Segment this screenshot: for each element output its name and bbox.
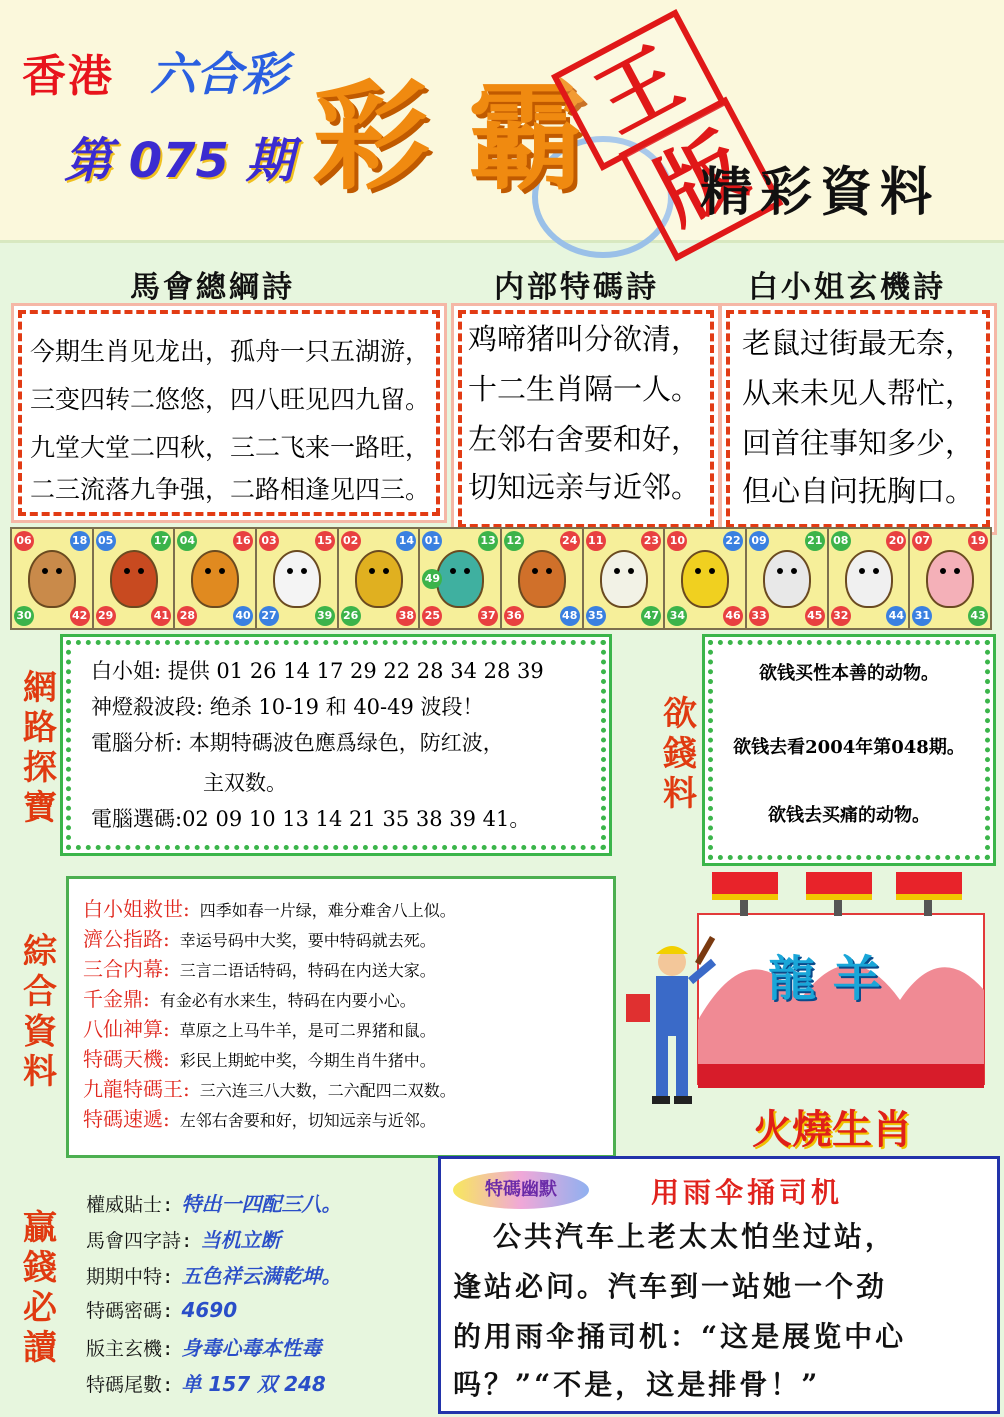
- eye-icon: [219, 568, 225, 574]
- side-char: 欲: [663, 694, 697, 734]
- zodiac-cell: [829, 529, 909, 628]
- summary-row: [83, 983, 416, 1012]
- money-line: 欲钱去看2004年第048期。: [733, 737, 965, 758]
- win-value: 当机立断: [200, 1228, 281, 1252]
- zodiac-cell: [175, 529, 255, 628]
- win-value: 4690: [181, 1298, 238, 1322]
- win-label: 特碼尾數:: [86, 1374, 174, 1396]
- poem-left-box: [18, 310, 440, 516]
- win-label: 版主玄機:: [86, 1338, 174, 1360]
- poem-left-line: 今期生肖见龙出，孤舟一只五湖游，: [30, 337, 431, 366]
- summary-label: 八仙神算:: [83, 1017, 170, 1041]
- zodiac-number-ball: 27: [259, 606, 279, 626]
- zodiac-number-ball: 14: [396, 531, 416, 551]
- side-char: 綜: [23, 932, 57, 972]
- summary-label: 三合内幕:: [83, 957, 170, 981]
- zodiac-number-ball: 16: [233, 531, 253, 551]
- title-char-1: 彩: [312, 67, 437, 206]
- zodiac-cell: [420, 529, 500, 628]
- zodiac-number-ball: 22: [723, 531, 743, 551]
- zodiac-number-ball: 03: [259, 531, 279, 551]
- eye-icon: [695, 568, 701, 574]
- net-line: 電腦選碼:02 09 10 13 14 21 35 38 39 41。: [91, 807, 531, 831]
- net-line: 電腦分析: 本期特碼波色應爲绿色，防红波，: [91, 731, 504, 755]
- summary-label: 千金鼎:: [83, 987, 150, 1011]
- zodiac-number-ball: 45: [805, 606, 825, 626]
- summary-text: 四季如春一片绿，难分难舍八上似。: [199, 901, 456, 920]
- zodiac-cell: [12, 529, 92, 628]
- zodiac-animal-icon: [191, 550, 239, 608]
- eye-icon: [777, 568, 783, 574]
- summary-text: 有金必有水来生，特码在内要小心。: [159, 991, 416, 1010]
- poem-right-box: [726, 310, 990, 528]
- stamp-bottom: 版: [619, 97, 784, 262]
- eye-icon: [628, 568, 634, 574]
- eye-icon: [42, 568, 48, 574]
- zodiac-strip: [10, 527, 992, 630]
- summary-text: 幸运号码中大奖，要中特码就去死。: [179, 931, 436, 950]
- eye-icon: [532, 568, 538, 574]
- win-row: [86, 1260, 341, 1289]
- joke-box: [438, 1156, 1000, 1414]
- joke-line: 的用雨伞捅司机：“这是展览中心: [453, 1320, 907, 1353]
- zodiac-animal-icon: [845, 550, 893, 608]
- summary-side-label: [20, 932, 60, 1092]
- title-char-2: 霸: [468, 67, 593, 206]
- zodiac-animal-icon: [600, 550, 648, 608]
- zodiac-number-ball: 32: [831, 606, 851, 626]
- zodiac-cell: [502, 529, 582, 628]
- eye-icon: [124, 568, 130, 574]
- brand-hk: 香港: [22, 51, 114, 102]
- win-value: 单 157 双 248: [181, 1372, 326, 1396]
- zodiac-number-ball: 41: [151, 606, 171, 626]
- summary-text: 三言二语话特码，特码在内送大家。: [179, 961, 436, 980]
- zodiac-number-ball: 23: [641, 531, 661, 551]
- side-char: 探: [23, 748, 57, 788]
- zodiac-animal-icon: [763, 550, 811, 608]
- zodiac-number-ball: 30: [14, 606, 34, 626]
- joke-line: 逢站必问。汽车到一站她一个劲: [453, 1270, 888, 1303]
- zodiac-number-ball: 01: [422, 531, 442, 551]
- zodiac-number-ball: 36: [504, 606, 524, 626]
- zodiac-number-ball: 10: [667, 531, 687, 551]
- zodiac-animal-icon: [518, 550, 566, 608]
- zodiac-cell: [910, 529, 990, 628]
- net-line: 主双数。: [203, 771, 287, 795]
- summary-text: 彩民上期蛇中奖，今期生肖牛猪中。: [179, 1051, 436, 1070]
- summary-text: 草原之上马牛羊，是可二界猪和鼠。: [179, 1021, 436, 1040]
- zodiac-number-ball: 20: [886, 531, 906, 551]
- eye-icon: [464, 568, 470, 574]
- zodiac-number-ball: 05: [96, 531, 116, 551]
- win-row: [86, 1188, 341, 1217]
- zodiac-number-ball: 12: [504, 531, 524, 551]
- summary-row: [83, 953, 436, 982]
- money-box: [708, 640, 990, 860]
- win-label: 期期中特:: [86, 1266, 174, 1288]
- poem-left-line: 九堂大堂二四秋，三二飞来一路旺，: [30, 433, 431, 462]
- side-char: 資: [23, 1012, 57, 1052]
- win-row: [86, 1296, 237, 1323]
- zodiac-cell: [339, 529, 419, 628]
- side-char: 料: [663, 774, 697, 814]
- zodiac-animal-icon: [28, 550, 76, 608]
- zodiac-number-ball: 40: [233, 606, 253, 626]
- poem-middle-line: 十二生肖隔一人。: [468, 372, 701, 406]
- side-char: 合: [23, 972, 57, 1012]
- zodiac-number-ball: 44: [886, 606, 906, 626]
- zodiac-animal-icon: [355, 550, 403, 608]
- stamp-top: 王: [551, 9, 727, 171]
- summary-row: [83, 1073, 456, 1102]
- zodiac-number-ball: 17: [151, 531, 171, 551]
- eye-icon: [709, 568, 715, 574]
- zodiac-number-ball: 25: [422, 606, 442, 626]
- eye-icon: [954, 568, 960, 574]
- zodiac-number-ball: 49: [422, 569, 442, 589]
- zodiac-number-ball: 18: [70, 531, 90, 551]
- side-char: 寶: [23, 788, 57, 828]
- win-label: 特碼密碼:: [86, 1300, 174, 1322]
- poem-left-title: 馬會總綱詩: [130, 270, 295, 305]
- eye-icon: [56, 568, 62, 574]
- poem-middle-line: 左邻右舍要和好，: [468, 422, 701, 456]
- eye-icon: [205, 568, 211, 574]
- brand-mark: 六合彩: [150, 47, 288, 101]
- zodiac-number-ball: 19: [968, 531, 988, 551]
- side-char: 錢: [663, 734, 697, 774]
- eye-icon: [138, 568, 144, 574]
- poem-middle-line: 切知远亲与近邻。: [468, 470, 701, 504]
- zodiac-cell: [584, 529, 664, 628]
- zodiac-cell: [257, 529, 337, 628]
- summary-text: 三六连三八大数，二六配四二双数。: [199, 1081, 456, 1100]
- side-char: 讀: [23, 1328, 57, 1368]
- net-line: 神燈殺波段: 绝杀 10-19 和 40-49 波段！: [91, 695, 484, 719]
- zodiac-number-ball: 08: [831, 531, 851, 551]
- zodiac-number-ball: 46: [723, 606, 743, 626]
- eye-icon: [369, 568, 375, 574]
- summary-row: [83, 1103, 436, 1132]
- zodiac-number-ball: 06: [14, 531, 34, 551]
- summary-row: [83, 1013, 436, 1042]
- eye-icon: [287, 568, 293, 574]
- eye-icon: [383, 568, 389, 574]
- zodiac-number-ball: 11: [586, 531, 606, 551]
- win-value: 身毒心毒本性毒: [181, 1336, 322, 1360]
- side-char: 路: [23, 708, 57, 748]
- zodiac-cell: [747, 529, 827, 628]
- poem-middle-box: [458, 310, 714, 528]
- zodiac-animal-icon: [436, 550, 484, 608]
- zodiac-number-ball: 33: [749, 606, 769, 626]
- zodiac-number-ball: 48: [560, 606, 580, 626]
- zodiac-number-ball: 38: [396, 606, 416, 626]
- zodiac-number-ball: 02: [341, 531, 361, 551]
- poem-right-title: 白小姐玄機詩: [748, 270, 946, 305]
- zodiac-animal-icon: [681, 550, 729, 608]
- eye-icon: [301, 568, 307, 574]
- eye-icon: [940, 568, 946, 574]
- fire-zodiac-caption: 火燒生肖: [752, 1106, 912, 1153]
- zodiac-number-ball: 31: [912, 606, 932, 626]
- summary-label: 特碼速遞:: [83, 1107, 170, 1131]
- zodiac-number-ball: 37: [478, 606, 498, 626]
- board-text: 龍 羊: [768, 951, 881, 1007]
- side-char: 贏: [23, 1208, 57, 1248]
- money-line: 欲钱去买痛的动物。: [768, 805, 930, 826]
- win-label: 權威貼士:: [86, 1194, 174, 1216]
- side-char: 網: [23, 668, 57, 708]
- win-list: [86, 1180, 426, 1410]
- poem-left-line: 二三流落九争强，二路相逢见四三。: [30, 475, 431, 504]
- zodiac-number-ball: 47: [641, 606, 661, 626]
- poem-middle-line: 鸡啼猪叫分欲清，: [468, 322, 701, 356]
- eye-icon: [546, 568, 552, 574]
- joke-line: 吗？”“不是，这是排骨！”: [453, 1368, 821, 1401]
- zodiac-number-ball: 21: [805, 531, 825, 551]
- zodiac-number-ball: 07: [912, 531, 932, 551]
- header-banner: [0, 0, 1004, 243]
- win-side-label: [20, 1208, 60, 1368]
- summary-row: [83, 923, 436, 952]
- eye-icon: [450, 568, 456, 574]
- zodiac-number-ball: 35: [586, 606, 606, 626]
- poem-right-line: 但心自问抚胸口。: [742, 474, 975, 508]
- zodiac-number-ball: 34: [667, 606, 687, 626]
- zodiac-number-ball: 04: [177, 531, 197, 551]
- zodiac-number-ball: 43: [968, 606, 988, 626]
- win-value: 特出一四配三八。: [181, 1192, 342, 1216]
- summary-row: [83, 893, 456, 922]
- subtitle: 精彩資料: [700, 162, 941, 223]
- side-char: 料: [23, 1052, 57, 1092]
- zodiac-number-ball: 42: [70, 606, 90, 626]
- win-value: 五色祥云满乾坤。: [181, 1264, 342, 1288]
- summary-row: [83, 1043, 436, 1072]
- summary-box: [66, 876, 616, 1158]
- eye-icon: [614, 568, 620, 574]
- net-line: 白小姐: 提供 01 26 14 17 29 22 28 34 28 39: [91, 659, 544, 683]
- poem-middle-title: 内部特碼詩: [494, 270, 659, 305]
- poem-right-line: 老鼠过街最无奈，: [742, 326, 975, 360]
- summary-label: 九龍特碼王:: [83, 1077, 190, 1101]
- eye-icon: [873, 568, 879, 574]
- win-row: [86, 1368, 326, 1397]
- net-box: [66, 640, 606, 850]
- zodiac-number-ball: 24: [560, 531, 580, 551]
- issue-number: 第 075 期: [64, 133, 294, 189]
- joke-line: 公共汽车上老太太怕坐过站，: [493, 1220, 897, 1253]
- summary-text: 左邻右舍要和好，切知远亲与近邻。: [179, 1111, 436, 1130]
- win-row: [86, 1224, 280, 1253]
- zodiac-number-ball: 28: [177, 606, 197, 626]
- summary-label: 特碼天機:: [83, 1047, 170, 1071]
- poem-right-line: 从来未见人帮忙，: [742, 376, 975, 410]
- side-char: 錢: [23, 1248, 57, 1288]
- eye-icon: [859, 568, 865, 574]
- zodiac-animal-icon: [110, 550, 158, 608]
- win-label: 馬會四字詩:: [86, 1230, 193, 1252]
- eye-icon: [791, 568, 797, 574]
- win-row: [86, 1332, 321, 1361]
- money-line: 欲钱买性本善的动物。: [759, 663, 939, 684]
- zodiac-number-ball: 26: [341, 606, 361, 626]
- summary-label: 白小姐救世:: [83, 897, 190, 921]
- zodiac-number-ball: 09: [749, 531, 769, 551]
- side-char: 必: [23, 1288, 57, 1328]
- poem-left-line: 三变四转二悠悠，四八旺见四九留。: [30, 385, 431, 414]
- joke-badge: 特碼幽默: [453, 1171, 589, 1209]
- net-side-label: [20, 668, 60, 828]
- joke-title: 用雨伞捅司机: [651, 1176, 844, 1209]
- summary-label: 濟公指路:: [83, 927, 170, 951]
- zodiac-animal-icon: [926, 550, 974, 608]
- zodiac-cell: [665, 529, 745, 628]
- zodiac-number-ball: 13: [478, 531, 498, 551]
- zodiac-number-ball: 15: [315, 531, 335, 551]
- zodiac-number-ball: 39: [315, 606, 335, 626]
- zodiac-animal-icon: [273, 550, 321, 608]
- zodiac-number-ball: 29: [96, 606, 116, 626]
- poem-right-line: 回首往事知多少，: [742, 426, 975, 460]
- money-side-label: [660, 694, 700, 814]
- zodiac-cell: [94, 529, 174, 628]
